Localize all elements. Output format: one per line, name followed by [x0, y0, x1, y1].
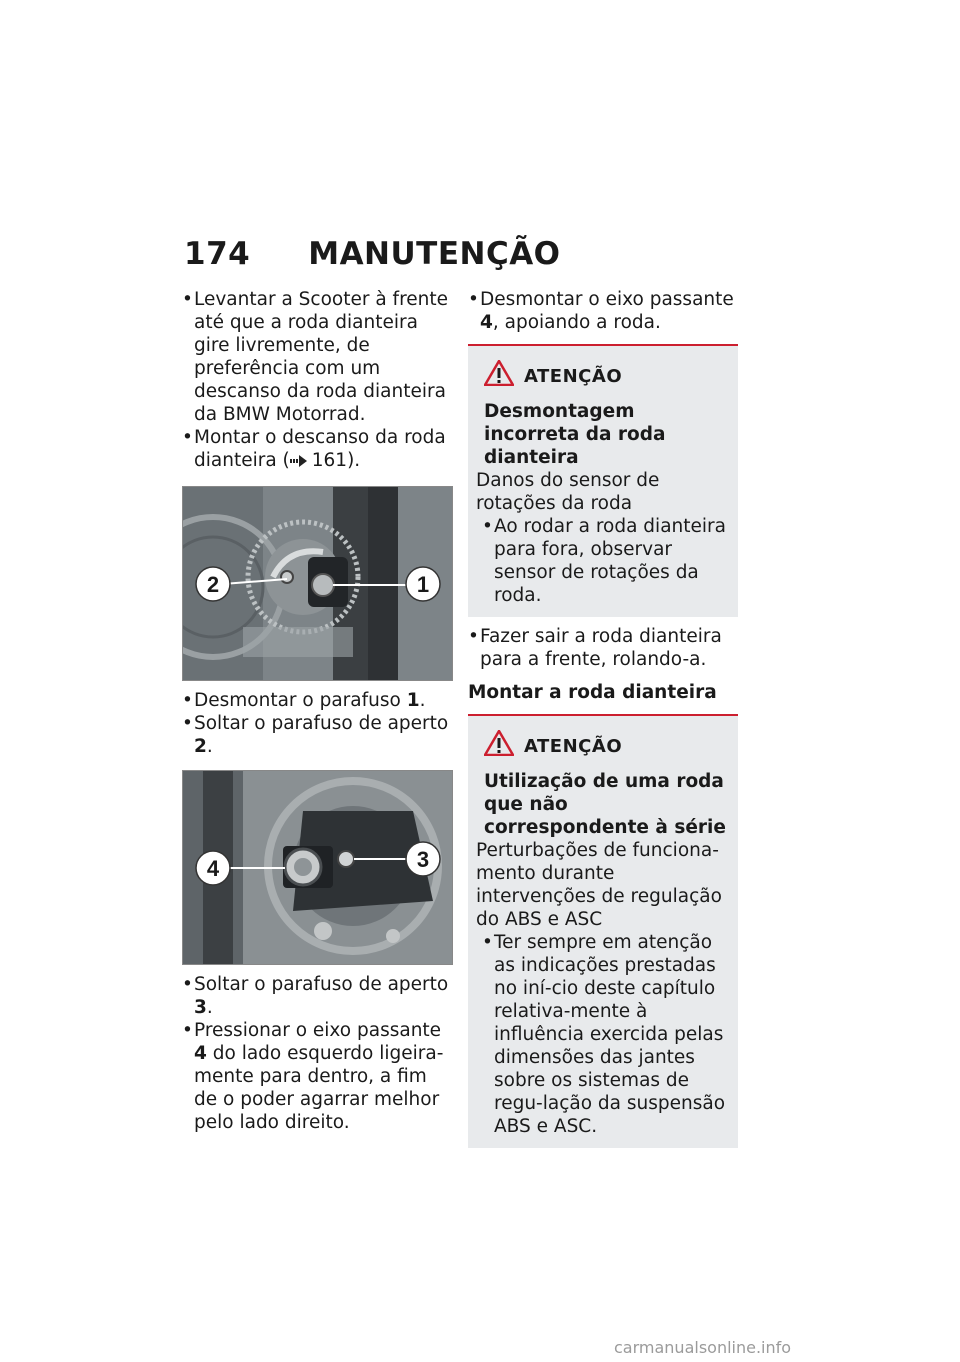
step-remove-bolt-1: • Desmontar o parafuso 1. [182, 690, 426, 711]
warning-instruction: • Ao rodar a roda dianteira para fora, observar sensor de rotações da roda. [482, 516, 726, 606]
bullet-dot: • [182, 1020, 193, 1041]
step-remove-axle: • Desmontar o eixo passante 4, apoiando a roda. [468, 289, 734, 333]
left-column [182, 288, 452, 1134]
photo-front-axle-right [182, 486, 453, 681]
warning-header [484, 730, 726, 762]
bullet-dot: • [182, 690, 193, 711]
page-header [184, 236, 561, 272]
right-column [468, 288, 738, 1156]
bullet-dot: • [468, 289, 479, 310]
page-reference-arrow-icon [290, 451, 308, 474]
bullet-dot: • [182, 713, 193, 734]
photo-front-axle-left [182, 770, 453, 965]
warning-triangle-icon [484, 730, 514, 762]
warning-triangle-icon [484, 360, 514, 392]
photo-1-callout-1: 1 [416, 572, 430, 597]
step-roll-wheel-out: • Fazer sair a roda dianteira para a frente, rolando-a. [468, 626, 722, 670]
step-loosen-bolt-2: • Soltar o parafuso de aperto 2. [182, 713, 449, 757]
photo-1-illustration [183, 487, 452, 680]
bullet-dot: • [182, 289, 193, 310]
step-lift-scooter: • Levantar a Scooter à frente até que a roda dianteira gire livremente, de preferência com um descanso da roda dianteira da BMW Motorrad. [182, 289, 449, 425]
warning-subtitle: Desmontagem incorreta da roda dianteira [484, 401, 666, 468]
bullet-dot: • [182, 427, 193, 448]
step-press-axle: • Pressionar o eixo passante 4 do lado esquerdo ligeira-mente para dentro, a fim de o poder agarrar melhor pelo lado direito. [182, 1020, 444, 1133]
bullet-dot: • [468, 626, 479, 647]
warning-text: Perturbações de funciona-mento durante intervenções de regulação do ABS e ASC [476, 840, 722, 930]
step-loosen-bolt-3: • Soltar o parafuso de aperto 3. [182, 974, 449, 1018]
warning-instruction: • Ter sempre em atenção as indicações prestadas no iní-cio deste capítulo relativa-mente à influência exercida pelas dimensões das jantes sobre os sistemas de regu-lação da suspensão ABS e ASC. [482, 932, 726, 1137]
warning-header [484, 360, 726, 392]
warning-subtitle: Utilização de uma roda que não correspondente à série [484, 771, 726, 838]
warning-text: Danos do sensor de rotações da roda [476, 470, 660, 514]
warning-title: ATENÇÃO [524, 365, 623, 387]
bullet-dot: • [182, 974, 193, 995]
warning-box-removal [468, 344, 738, 617]
photo-2-callout-4: 4 [206, 856, 220, 881]
photo-2-callout-3: 3 [416, 847, 430, 872]
page-reference-link[interactable]: 161 [311, 450, 348, 471]
page-number: 174 [184, 236, 251, 272]
section-heading: Montar a roda dianteira [468, 681, 738, 716]
chapter-title: MANUTENÇÃO [308, 236, 561, 272]
watermark: carmanualsonline.info [614, 1338, 792, 1357]
photo-1-callout-2: 2 [206, 572, 220, 597]
warning-title: ATENÇÃO [524, 735, 623, 757]
warning-box-non-standard-wheel [468, 716, 738, 1148]
photo-2-illustration [183, 771, 452, 964]
step-mount-stand: • Montar o descanso da roda dianteira ( 161). [182, 426, 452, 474]
